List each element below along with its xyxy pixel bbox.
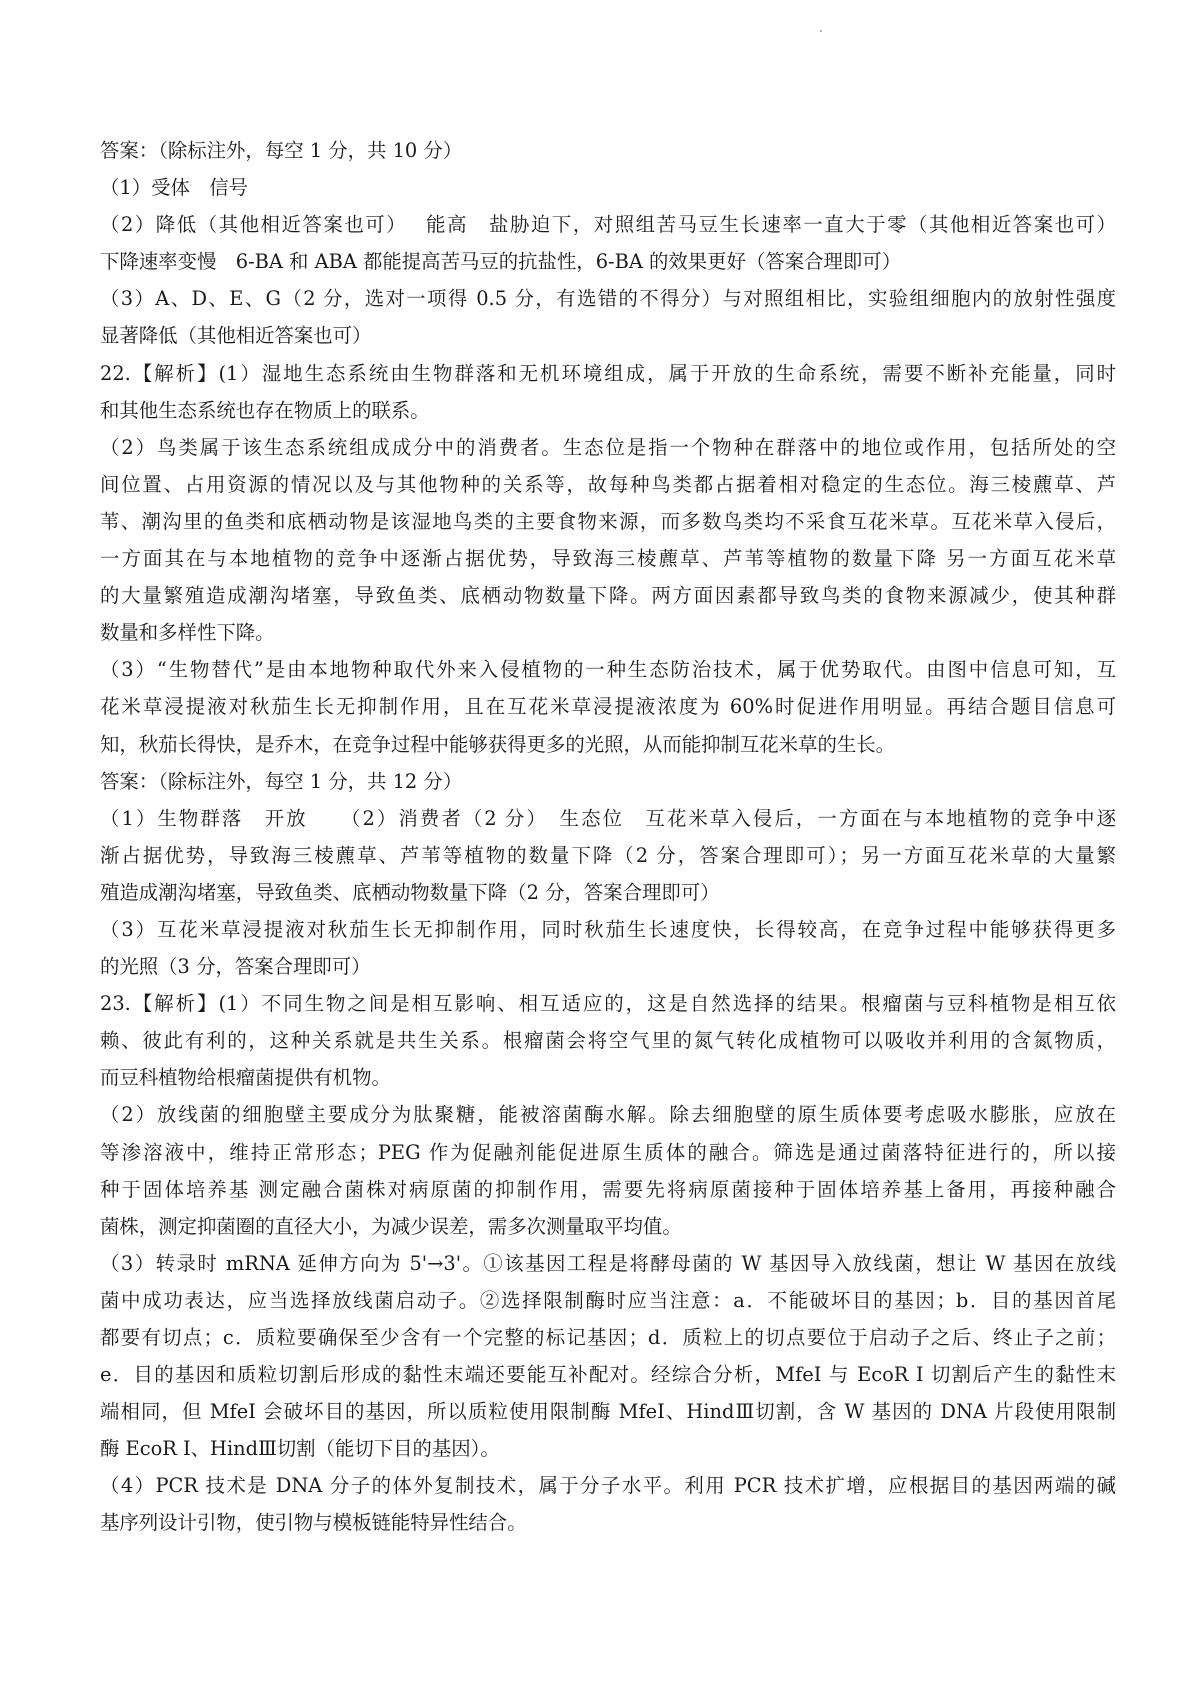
- text-line: （2）放线菌的细胞壁主要成分为肽聚糖，能被溶菌酶水解。除去细胞壁的原生质体要考虑吸水膨胀，应放在: [100, 1103, 1116, 1127]
- text-line: 显著降低（其他相近答案也可）: [100, 324, 372, 348]
- text-line: 下降速率变慢 6-BA 和 ABA 都能提高苦马豆的抗盐性，6-BA 的效果更好（答案合理即可）: [100, 250, 902, 274]
- text-line: 酶 EcoR I、HindⅢ切割（能切下目的基因）。: [100, 1437, 500, 1461]
- text-line: （2）鸟类属于该生态系统组成成分中的消费者。生态位是指一个物种在群落中的地位或作用，包括所处的空: [100, 435, 1116, 459]
- text-line: 端相同，但 MfeI 会破坏目的基因，所以质粒使用限制酶 MfeI、HindⅢ切割，含 W 基因的 DNA 片段使用限制: [100, 1400, 1116, 1424]
- text-line: （1）生物群落 开放 （2）消费者（2 分） 生态位 互花米草入侵后，一方面在与本地植物的竞争中逐: [100, 806, 1116, 830]
- text-line: 苇、潮沟里的鱼类和底栖动物是该湿地鸟类的主要食物来源，而多数鸟类均不采食互花米草。互花米草入侵后，: [100, 509, 1116, 533]
- text-line: e．目的基因和质粒切割后形成的黏性末端还要能互补配对。经综合分析，MfeI 与 EcoR I 切割后产生的黏性末: [100, 1363, 1116, 1387]
- text-line: 殖造成潮沟堵塞，导致鱼类、底栖动物数量下降（2 分，答案合理即可）: [100, 880, 720, 904]
- text-line: 赖、彼此有利的，这种关系就是共生关系。根瘤菌会将空气里的氮气转化成植物可以吸收并利用的含氮物质，: [100, 1029, 1116, 1053]
- text-line: 知，秋茄长得快，是乔木，在竞争过程中能够获得更多的光照，从而能抑制互花米草的生长。: [100, 732, 896, 756]
- text-line: 种于固体培养基 测定融合菌株对病原菌的抑制作用，需要先将病原菌接种于固体培养基上备用，再接种融合: [100, 1177, 1116, 1201]
- text-line: 的大量繁殖造成潮沟堵塞，导致鱼类、底栖动物数量下降。两方面因素都导致鸟类的食物来源减少，使其种群: [100, 584, 1116, 608]
- text-line: 菌中成功表达，应当选择放线菌启动子。②选择限制酶时应当注意：a．不能破坏目的基因；b．目的基因首尾: [100, 1288, 1116, 1312]
- text-line: 数量和多样性下降。: [100, 621, 275, 645]
- text-line: （2）降低（其他相近答案也可） 能高 盐胁迫下，对照组苦马豆生长速率一直大于零（其他相近答案也可）: [100, 213, 1116, 237]
- text-line: 等渗溶液中，维持正常形态；PEG 作为促融剂能促进原生质体的融合。筛选是通过菌落特征进行的，所以接: [100, 1140, 1116, 1164]
- text-line: 答案：（除标注外，每空 1 分，共 10 分）: [100, 139, 463, 162]
- text-line: （4）PCR 技术是 DNA 分子的体外复制技术，属于分子水平。利用 PCR 技术扩增，应根据目的基因两端的碱: [100, 1474, 1116, 1498]
- text-line: 答案：（除标注外，每空 1 分，共 12 分）: [100, 769, 463, 793]
- scan-dot-mark: [820, 30, 822, 32]
- text-line: （3）“生物替代”是由本地物种取代外来入侵植物的一种生态防治技术，属于优势取代。由图中信息可知，互: [100, 658, 1116, 682]
- text-line: （3）A、D、E、G（2 分，选对一项得 0.5 分，有选错的不得分）与对照组相比，实验组细胞内的放射性强度: [100, 287, 1116, 311]
- text-line: 的光照（3 分，答案合理即可）: [100, 955, 371, 979]
- text-line: 花米草浸提液对秋茄生长无抑制作用，且在互花米草浸提液浓度为 60%时促进作用明显。再结合题目信息可: [100, 695, 1116, 719]
- text-line: 23.【解析】(1）不同生物之间是相互影响、相互适应的，这是自然选择的结果。根瘤菌与豆科植物是相互依: [100, 992, 1116, 1016]
- text-line: 而豆科植物给根瘤菌提供有机物。: [100, 1066, 391, 1090]
- text-line: 22.【解析】(1）湿地生态系统由生物群落和无机环境组成，属于开放的生命系统，需要不断补充能量，同时: [100, 361, 1116, 385]
- text-line: （3）互花米草浸提液对秋茄生长无抑制作用，同时秋茄生长速度快，长得较高，在竞争过程中能够获得更多: [100, 917, 1116, 941]
- text-line: 基序列设计引物，使引物与模板链能特异性结合。: [100, 1511, 527, 1535]
- text-line: 菌株，测定抑菌圈的直径大小，为减少误差，需多次测量取平均值。: [100, 1214, 682, 1238]
- text-line: （1）受体 信号: [100, 176, 249, 200]
- text-line: 都要有切点；c．质粒要确保至少含有一个完整的标记基因；d．质粒上的切点要位于启动子之后、终止子之前；: [100, 1326, 1116, 1349]
- text-line: 渐占据优势，导致海三棱藨草、芦苇等植物的数量下降（2 分，答案合理即可）；另一方面互花米草的大量繁: [100, 843, 1116, 867]
- text-line: 一方面其在与本地植物的竞争中逐渐占据优势，导致海三棱藨草、芦苇等植物的数量下降 另一方面互花米草: [100, 547, 1116, 571]
- text-line: 和其他生态系统也存在物质上的联系。: [100, 398, 430, 422]
- text-line: （3）转录时 mRNA 延伸方向为 5'→3'。①该基因工程是将酵母菌的 W 基因导入放线菌，想让 W 基因在放线: [100, 1251, 1116, 1275]
- text-line: 间位置、占用资源的情况以及与其他物种的关系等，故每种鸟类都占据着相对稳定的生态位。海三棱藨草、芦: [100, 472, 1116, 496]
- answer-document: [100, 132, 1116, 1542]
